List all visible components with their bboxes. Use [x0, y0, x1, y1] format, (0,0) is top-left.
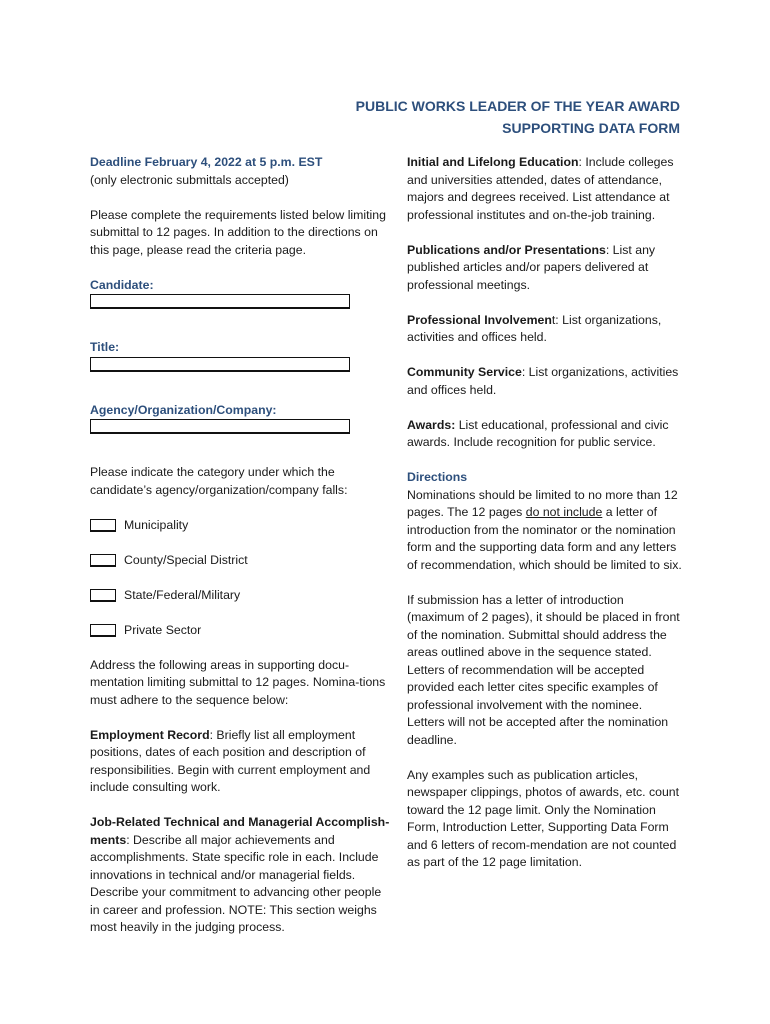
page-title: [356, 95, 680, 139]
private-checkbox[interactable]: [90, 624, 116, 637]
involvement-heading: Professional Involvemen: [407, 312, 552, 327]
candidate-field[interactable]: [90, 294, 350, 309]
title-label: Title:: [90, 340, 120, 354]
employment-text: : Briefly list all employment positions, dates of each position and description of responsibilities. Begin with current employment and include consulting work.: [90, 727, 371, 794]
directions-heading: Directions: [407, 470, 468, 484]
education: [407, 154, 682, 224]
agency-field[interactable]: [90, 419, 350, 434]
directions-text: [407, 487, 682, 575]
category-option-county: [90, 552, 390, 570]
employment-heading: Employment Record: [90, 727, 210, 742]
job-related: [90, 814, 390, 937]
examples-text: Any examples such as publication articles, newspaper clippings, photos of awards, etc. count toward the 12 page limit. Only the Nomination Form, Introduction Letter, Supporting Data Form and 6 letters of recom-mendation are not counted as part of the 12 page limitation.: [407, 767, 680, 869]
education-text: : Include colleges and universities attended, dates of attendance, majors and degrees received. List attendance at professional institutes and on-the-job training.: [407, 155, 674, 222]
county-checkbox[interactable]: [90, 554, 116, 567]
involvement-text: t: List organizations, activities and offices held.: [407, 312, 662, 344]
jobrelated-heading: Job-Related Technical and Managerial Accomplish-ments: [90, 815, 390, 847]
directions-post: a letter of introduction from the nominator or the nomination form and the supporting data form and any letters of recommendation, which should be limited to six.: [407, 505, 682, 572]
category-label: Municipality: [124, 517, 189, 532]
community: [407, 364, 682, 399]
community-heading: Community Service: [407, 365, 522, 379]
state-checkbox[interactable]: [90, 589, 116, 602]
category-label: State/Federal/Military: [124, 587, 241, 602]
title-field[interactable]: [90, 357, 350, 372]
jobrelated-text: : Describe all major achievements and accomplishments. State specific role in each. Include innovations in technical and/or managerial fields. Describe your commitment to advancing other people in career and profession. NOTE: This section weighs most heavily in the judging process.: [90, 832, 382, 934]
publications-text: : List any published articles and/or papers delivered at professional meetings.: [407, 242, 656, 292]
awards-heading: Awards:: [407, 417, 456, 432]
education-heading: Initial and Lifelong Education: [407, 155, 579, 169]
instructions: Please complete the requirements listed below limiting submittal to 12 pages. In addition to the directions on this page, please read the criteria page.: [90, 207, 386, 257]
category-prompt: Please indicate the category under which the candidate’s agency/organization/company falls:: [90, 465, 348, 497]
deadline-note: (only electronic submittals accepted): [90, 172, 289, 187]
left-column: [90, 154, 390, 954]
category-label: County/Special District: [124, 552, 248, 567]
involvement: [407, 312, 682, 347]
right-column: [407, 154, 682, 889]
awards-text: List educational, professional and civic awards. Include recognition for public service.: [407, 417, 669, 449]
deadline: Deadline February 4, 2022 at 5 p.m. EST: [90, 155, 323, 169]
title-line-1: PUBLIC WORKS LEADER OF THE YEAR AWARD: [355, 98, 680, 114]
category-option-state: [90, 587, 390, 605]
category-option-private: [90, 622, 390, 640]
submission-text: If submission has a letter of introduction (maximum of 2 pages), it should be placed in front of the nomination. Submittal should address the areas outlined above in the sequence stated. Letters of recommendation will be accepted provided each letter cites specific examples of professional involvement with the nominee. Letters will not be accepted after the nomination deadline.: [407, 592, 680, 747]
municipality-checkbox[interactable]: [90, 519, 116, 532]
directions-pre: Nominations should be limited to no more than 12 pages. The 12 pages: [407, 487, 678, 519]
publications-heading: Publications and/or Presentations: [407, 242, 606, 257]
agency-label: Agency/Organization/Company:: [90, 402, 277, 417]
community-text: : List organizations, activities and offices held.: [407, 365, 679, 397]
publications: [407, 242, 682, 295]
title-line-2: SUPPORTING DATA FORM: [502, 120, 680, 136]
address-text: Address the following areas in supporting docu-mentation limiting submittal to 12 pages. Nomina-tions must adhere to the sequence below:: [90, 657, 386, 707]
category-option-municipality: [90, 517, 390, 535]
awards: [407, 417, 682, 452]
category-label: Private Sector: [124, 622, 202, 637]
candidate-label: Candidate:: [90, 277, 154, 292]
employment-record: [90, 727, 390, 797]
directions-underline: do not include: [525, 505, 603, 519]
